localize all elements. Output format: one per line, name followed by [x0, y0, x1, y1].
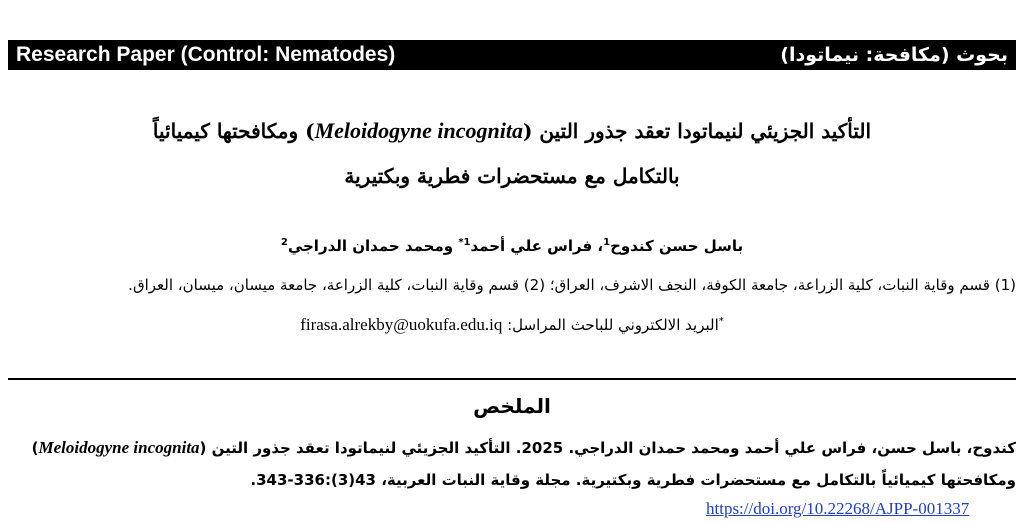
author-list	[0, 237, 1024, 255]
section-banner	[8, 40, 1016, 70]
citation-text-start: كندوح، باسل حسن، فراس علي أحمد ومحمد حمدان الدراجي. 2025. التأكيد الجزيئي لنيماتودا تعقد جذور التين (	[199, 439, 1016, 457]
correspondence-line	[0, 315, 1024, 335]
author-affiliation-mark: 2	[280, 237, 288, 248]
title-text-end: ) ومكافحتها كيميائياً	[152, 119, 315, 143]
paper-title-line-2: بالتكامل مع مستحضرات فطرية وبكتيرية	[344, 164, 680, 188]
author-separator: و	[443, 237, 459, 255]
paper-title-line-1	[60, 118, 964, 144]
author-name: محمد حمدان الدراجي	[287, 237, 444, 255]
citation-line-2: ومكافحتها كيميائياً بالتكامل مع مستحضرات فطرية وبكتيرية. مجلة وقاية النبات العربية، 43(3):336-343.	[250, 471, 1016, 489]
abstract-heading: الملخص	[473, 394, 551, 418]
title-species-name: Meloidogyne incognita	[314, 118, 523, 143]
affiliations: (1) قسم وقاية النبات، كلية الزراعة، جامعة الكوفة، النجف الاشرف، العراق؛ (2) قسم وقاية النبات، كلية الزراعة، جامعة ميسان، ميسان، العراق.	[128, 276, 1016, 294]
section-divider	[8, 378, 1016, 380]
author-affiliation-mark: 1*	[458, 237, 471, 248]
author-affiliation-mark: 1	[603, 237, 611, 248]
section-label-english: Research Paper (Control: Nematodes)	[16, 43, 396, 66]
author-separator: ،	[592, 237, 604, 255]
correspondence-email-link[interactable]: firasa.alrekby@uokufa.edu.iq	[300, 315, 503, 334]
author-name: فراس علي أحمد	[470, 237, 593, 255]
correspondence-label: البريد الالكتروني للباحث المراسل:	[502, 316, 719, 334]
citation-species-name: Meloidogyne incognita	[38, 438, 200, 457]
doi-link[interactable]: https://doi.org/10.22268/AJPP-001337	[706, 499, 970, 518]
citation-text-end: )	[31, 439, 39, 457]
citation-line-1	[8, 438, 1016, 458]
title-text-start: التأكيد الجزيئي لنيماتودا تعقد جذور التين (	[522, 119, 872, 143]
corresponding-mark: *	[718, 316, 724, 327]
author-name: باسل حسن كندوح	[610, 237, 744, 255]
section-label-arabic: بحوث (مكافحة: نيماتودا)	[780, 44, 1008, 66]
